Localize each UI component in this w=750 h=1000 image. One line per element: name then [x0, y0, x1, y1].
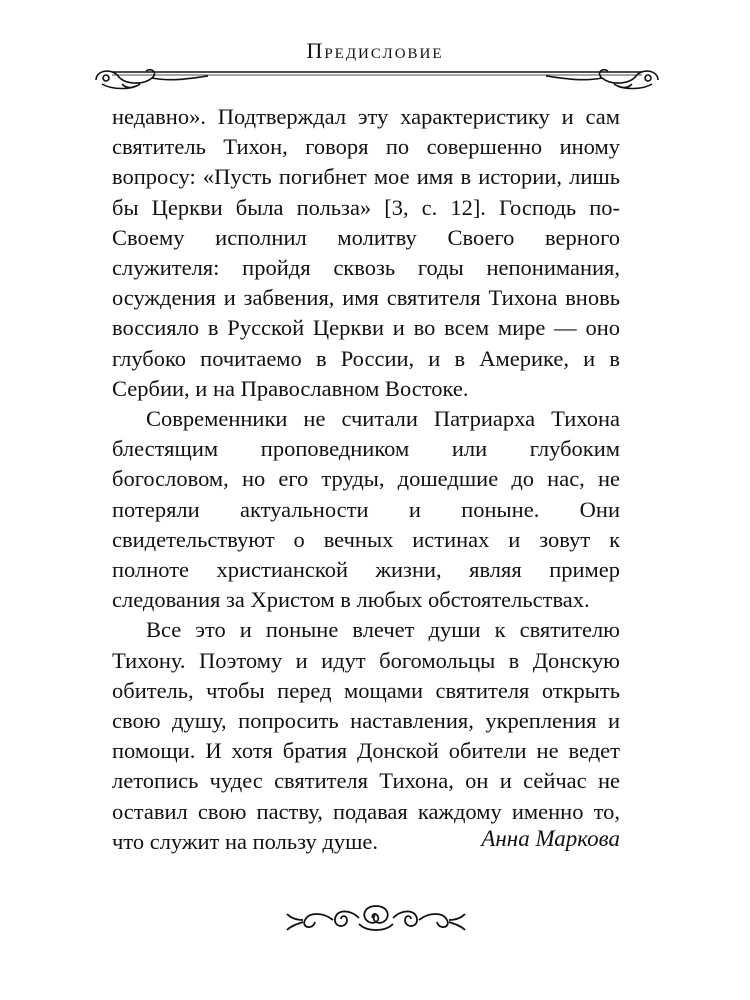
- running-header-title: Предисловие: [306, 38, 444, 63]
- body-text: [112, 102, 620, 857]
- paragraph-2: Современники не считали Патриарха Тихона блестящим проповедником или глубоким богословом, но его труды, дошедшие до нас, не потеряли актуальности и поныне. Они свидетельствуют о вечных истинах и зовут к полноте христианской жизни, являя пример следования за Христом в любых обстоятельствах.: [112, 406, 620, 613]
- header-scroll-ornament: [92, 64, 662, 94]
- paragraph-1: недавно». Подтверждал эту характеристику и сам святитель Тихон, говоря по совершенно иному вопросу: «Пусть погибнет мое имя в истории, лишь бы Церкви была польза» [3, с. 12]. Господь по-Своему исполнил молитву Своего верного служителя: пройдя сквозь годы непонимания, осуждения и забвения, имя святителя Тихона вновь воссияло в Русской Церкви и во всем мире — оно глубоко почитаемо в России, и в Америке, и в Сербии, и на Православном Востоке.: [112, 104, 620, 401]
- footer-swirl-ornament: [283, 900, 469, 936]
- author-signature: Анна Маркова: [481, 826, 620, 851]
- paragraph-3: Все это и поныне влечет души к святителю Тихону. Поэтому и идут богомольцы в Донскую обитель, чтобы перед мощами святителя открыть свою душу, попросить наставления, укрепления и помощи. И хотя братия Донской обители не ведет летопись чудес святителя Тихона, он и сейчас не оставил свою паству, подавая каждому именно то, что служит на пользу душе.: [112, 617, 620, 854]
